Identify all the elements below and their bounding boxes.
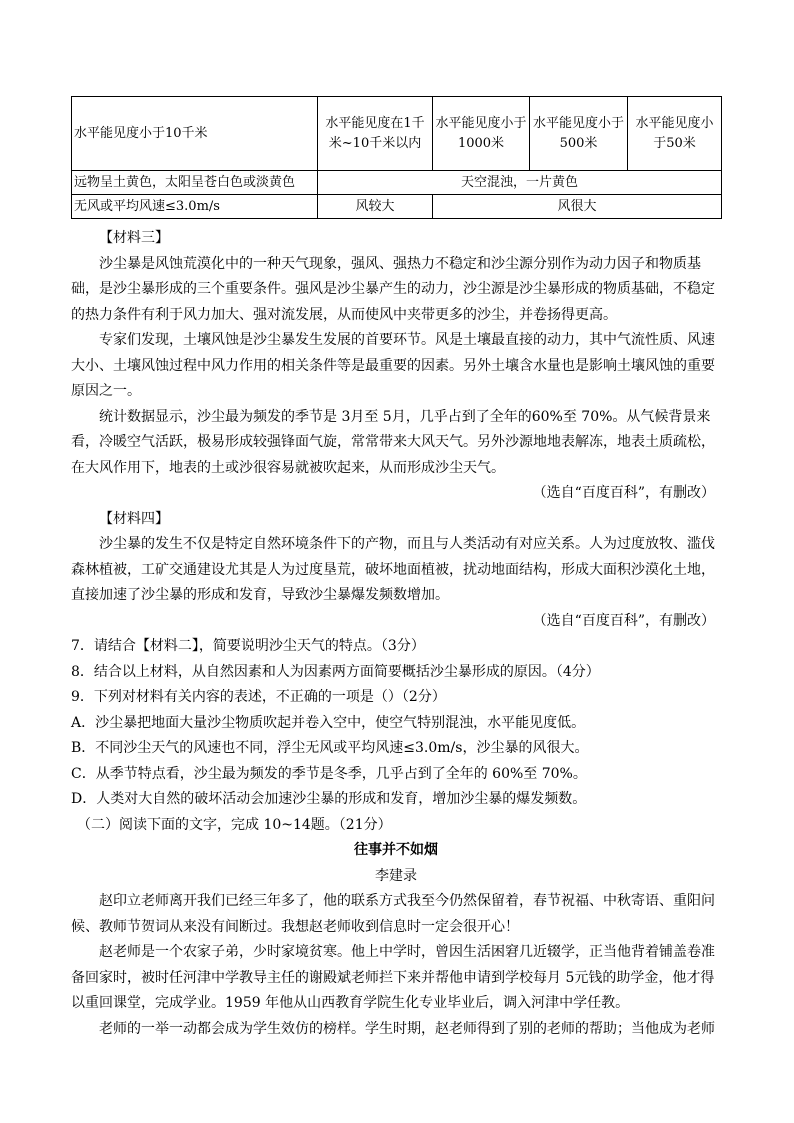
table-cell: 风较大 <box>318 195 433 219</box>
table-cell: 无风或平均风速≤3.0m/s <box>72 195 318 219</box>
option-a: A．沙尘暴把地面大量沙尘物质吹起并卷入空中，使空气特别混浊，水平能见度低。 <box>71 714 586 731</box>
question-8: 8．结合以上材料，从自然因素和人为因素两方面简要概括沙尘暴形成的原因。（4分） <box>71 663 600 680</box>
table-row <box>72 195 722 219</box>
table-cell: 水平能见度小于50米 <box>628 97 722 171</box>
visibility-table <box>71 96 722 219</box>
option-b: B．不同沙尘天气的风速也不同，浮尘无风或平均风速≤3.0m/s，沙尘暴的风很大。 <box>71 740 589 756</box>
material3-paragraph: 统计数据显示，沙尘最为频发的季节是 3月至 5月，几乎占到了全年的60%至 70%。从气候背景来看，冷暖空气活跃，极易形成较强锋面气旋，常常带来大风天气。另外沙源地地表解冻，地表土质疏松，在大风作用下，地表的土或沙很容易就被吹起来，从而形成沙尘天气。 <box>71 408 715 476</box>
article-title: 往事并不如烟 <box>354 842 438 858</box>
material3-paragraph: 沙尘暴是风蚀荒漠化中的一种天气现象，强风、强热力不稳定和沙尘源分别作为动力因子和物质基础，是沙尘暴形成的三个重要条件。强风是沙尘暴产生的动力，沙尘源是沙尘暴形成的物质基础，不稳定的热力条件有利于风力加大、强对流发展，从而使风中夹带更多的沙尘，并卷扬得更高。 <box>71 255 715 323</box>
article-body <box>71 226 721 1042</box>
material4-paragraph: 沙尘暴的发生不仅是特定自然环境条件下的产物，而且与人类活动有对应关系。人为过度放牧、滥伐森林植被，工矿交通建设尤其是人为过度垦荒，破坏地面植被，扰动地面结构，形成大面积沙漠化土地，直接加速了沙尘暴的形成和发育，导致沙尘暴爆发频数增加。 <box>71 536 715 603</box>
article-paragraph: 赵老师是一个农家子弟，少时家境贫寒。他上中学时，曾因生活困窘几近辍学，正当他背着铺盖卷准备回家时，被时任河津中学教导主任的谢殿斌老师拦下来并帮他申请到学校每月 5元钱的助学金，他才得以重回课堂，完成学业。1959 年他从山西教育学院生化专业毕业后，调入河津中学任教。 <box>71 944 715 1011</box>
table-cell: 远物呈土黄色，太阳呈苍白色或淡黄色 <box>72 171 318 195</box>
option-d: D．人类对大自然的破坏活动会加速沙尘暴的形成和发育，增加沙尘暴的爆发频数。 <box>71 791 587 807</box>
material3-paragraph: 专家们发现，土壤风蚀是沙尘暴发生发展的首要环节。风是土壤最直接的动力，其中气流性质、风速大小、土壤风蚀过程中风力作用的相关条件等是最重要的因素。另外土壤含水量也是影响土壤风蚀的重要原因之一。 <box>71 332 715 399</box>
material3-heading: 【材料三】 <box>99 230 169 246</box>
table-cell: 水平能见度小于500米 <box>530 97 628 171</box>
material3-source: （选自“百度百科”，有删改） <box>532 485 715 501</box>
table-cell: 水平能见度在1千米~10千米以内 <box>318 97 433 171</box>
material4-source: （选自“百度百科”，有删改） <box>532 612 715 629</box>
article-paragraph: 赵印立老师离开我们已经三年多了，他的联系方式我至今仍然保留着，春节祝福、中秋寄语、重阳问候、教师节贺词从来没有间断过。我想赵老师收到信息时一定会很开心！ <box>71 893 715 935</box>
table-row <box>72 97 722 171</box>
table-cell: 水平能见度小于1000米 <box>433 97 530 171</box>
table-row <box>72 171 722 195</box>
question-7: 7．请结合【材料二】，简要说明沙尘天气的特点。（3分） <box>71 638 425 654</box>
table-cell: 水平能见度小于10千米 <box>72 97 318 171</box>
section2-instruction: （二）阅读下面的文字，完成 10~14题。（21分） <box>77 816 392 833</box>
material4-heading: 【材料四】 <box>99 510 169 527</box>
article-author: 李建录 <box>375 867 417 884</box>
table-cell: 天空混浊，一片黄色 <box>318 171 722 195</box>
table-cell: 风很大 <box>433 195 722 219</box>
question-9: 9．下列对材料有关内容的表述，不正确的一项是（）（2分） <box>71 689 446 705</box>
option-c: C．从季节特点看，沙尘最为频发的季节是冬季，几乎占到了全年的 60%至 70%。 <box>71 765 587 782</box>
article-paragraph: 老师的一举一动都会成为学生效仿的榜样。学生时期，赵老师得到了别的老师的帮助；当他成为老师 <box>99 1020 715 1037</box>
